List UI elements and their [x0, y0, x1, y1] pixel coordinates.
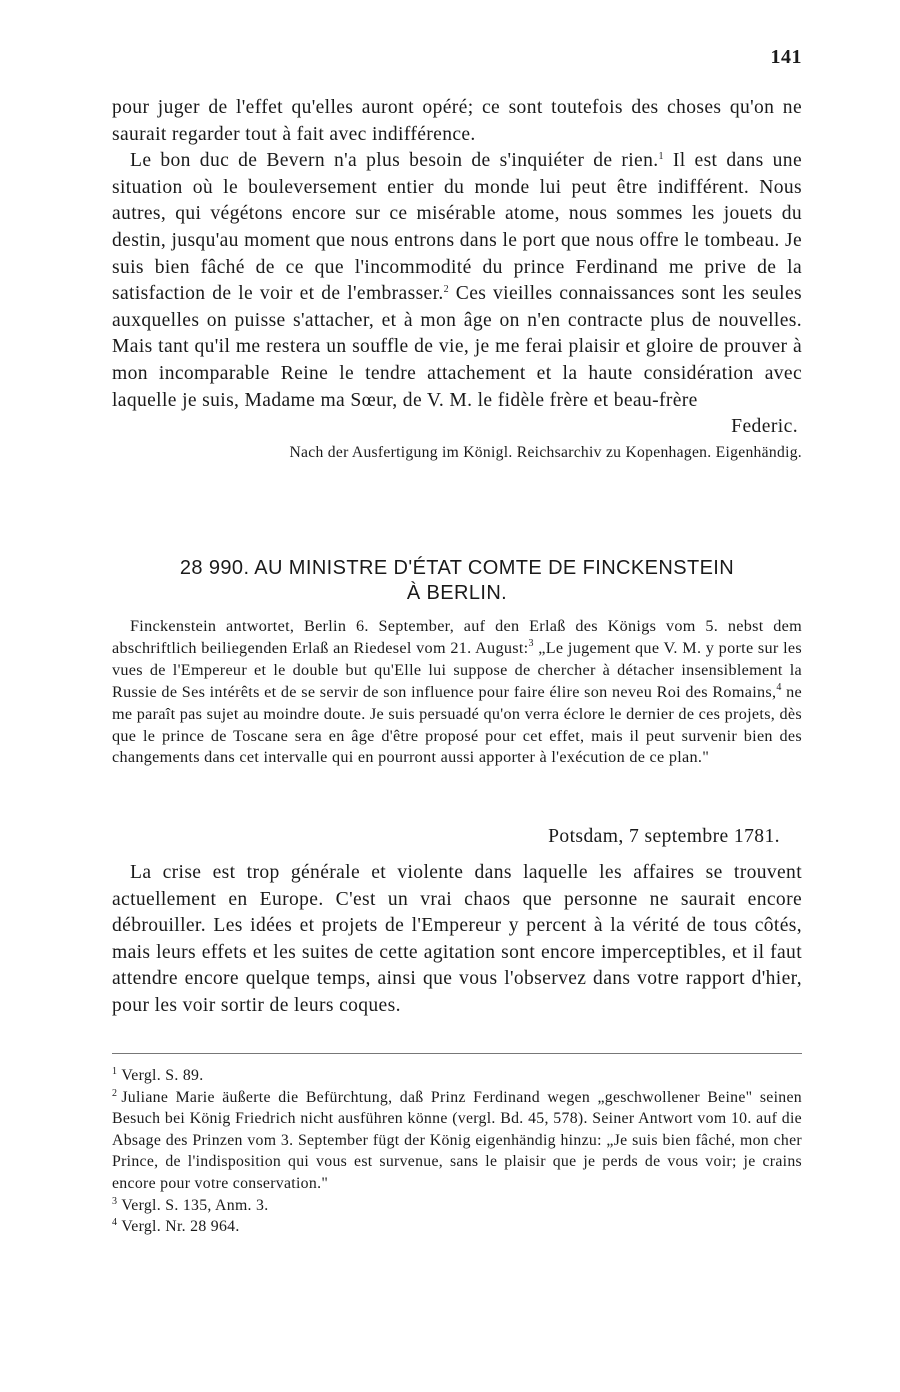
section-heading: [112, 556, 802, 606]
signature: Federic.: [731, 416, 798, 438]
letter-text: Il est dans une situation où le bouleversement entier du monde lui peut être indifférent. Nous autres, qui végétons encore sur ce misérable atome, nous sommes les jouets du destin, jusqu'au moment que nous entrons dans le port que nous offre le tombeau. Je suis bien fâché de ce que l'incommodité du prince Ferdinand me prive de la satisfaction de le voir et de l'embrasser.: [112, 150, 802, 305]
footnote-1: [112, 1065, 802, 1087]
footnote-3: [112, 1195, 802, 1217]
footnote-mark: 2: [112, 1087, 118, 1099]
footnote-mark: 3: [112, 1195, 118, 1207]
footnote-divider: [112, 1053, 802, 1054]
footnote-mark: 4: [112, 1217, 118, 1229]
date-line: Potsdam, 7 septembre 1781.: [548, 826, 780, 847]
summary-text: „Le jugement que V. M. y porte sur les vues de l'Empereur et le double but qu'Elle lui suppose de chercher à détacher insensiblement la Russie de Ses intérêts et de se servir de son influence pour faire élire son neveu Roi des Romains,: [112, 638, 802, 701]
heading-line-1: 28 990. AU MINISTRE D'ÉTAT COMTE DE FINCKENSTEIN: [179, 557, 735, 579]
footnote-4: [112, 1216, 802, 1238]
footnotes: [112, 1065, 802, 1238]
dateline-block: [112, 826, 802, 848]
letter-paragraph-1: pour juger de l'effet qu'elles auront opéré; ce sont toutefois des choses qu'on ne saurait regarder tout à fait avec indifférence.: [112, 97, 802, 145]
section-body: [112, 860, 802, 1020]
page-number: 141: [770, 46, 802, 68]
letter-paragraph-2: [112, 148, 802, 414]
footnote-mark: 1: [112, 1066, 118, 1077]
heading-line-2: À BERLIN.: [406, 582, 508, 604]
footnote-text: Vergl. S. 135, Anm. 3.: [121, 1196, 269, 1214]
footnote-2: [112, 1087, 802, 1195]
footnote-ref-2: 2: [443, 284, 449, 296]
footnote-ref-3: 3: [528, 637, 534, 649]
section-summary: [112, 616, 802, 769]
footnote-text: Vergl. Nr. 28 964.: [121, 1218, 240, 1236]
footnote-text: Vergl. S. 89.: [121, 1067, 204, 1084]
letter-body: [112, 95, 802, 462]
body-paragraph: La crise est trop générale et violente dans laquelle les affaires se trouvent actuellement en Europe. C'est un vrai chaos que personne ne saurait encore débrouiller. Les idées et projets de l'Empereur y percent à la vérité de tous côtés, mais leurs effets et les suites de cette agitation sont encore imperceptibles, et il faut attendre encore quelque temps, ainsi que vous l'observez dans votre rapport d'hier, pour les voir sortir de leurs coques.: [112, 862, 802, 1016]
summary-paragraph: [112, 616, 802, 769]
footnote-ref-1: 1: [658, 151, 664, 163]
source-note: Nach der Ausfertigung im Königl. Reichsarchiv zu Kopenhagen. Eigenhändig.: [289, 444, 802, 462]
letter-text: Le bon duc de Bevern n'a plus besoin de s'inquiéter de rien.: [130, 150, 659, 172]
summary-text: Finckenstein antwortet, Berlin 6. September, auf den Erlaß des Königs vom 5. nebst dem abschriftlich beiliegenden Erlaß an Riedesel vom 21. August:: [112, 617, 802, 657]
summary-text: ne me paraît pas sujet au moindre doute. Je suis persuadé qu'on verra éclore le dernier de ces projets, dès que le prince de Toscane sera en âge d'être proposé pour cet effet, mais il peut survenir bien des changements dans cet intervalle qui en pourront aussi apporter à l'exécution de ce plan.": [112, 682, 803, 767]
footnote-ref-4: 4: [776, 681, 782, 693]
footnote-text: Juliane Marie äußerte die Befürchtung, daß Prinz Ferdinand wegen „geschwollener Beine" seinen Besuch bei König Friedrich nicht ausführen könne (vergl. Bd. 45, 578). Seiner Antwort vom 10. auf die Absage des Prinzen vom 3. September fügt der König eigenhändig hinzu: „Je suis bien fâché, mon cher Prince, de l'indisposition qui vous est survenue, sans le plaisir que je perds de vous voir; je crains encore pour votre conservation.": [112, 1088, 802, 1192]
letter-text: Ces vieilles connaissances sont les seules auxquelles on puisse s'attacher, et à mon âge on n'en contracte plus de nouvelles. Mais tant qu'il me restera un souffle de vie, je me ferai plaisir et gloire de prouver à mon incomparable Reine le tendre attachement et la haute considération avec laquelle je suis, Madame ma Sœur, de V. M. le fidèle frère et beau-frère: [112, 283, 802, 411]
